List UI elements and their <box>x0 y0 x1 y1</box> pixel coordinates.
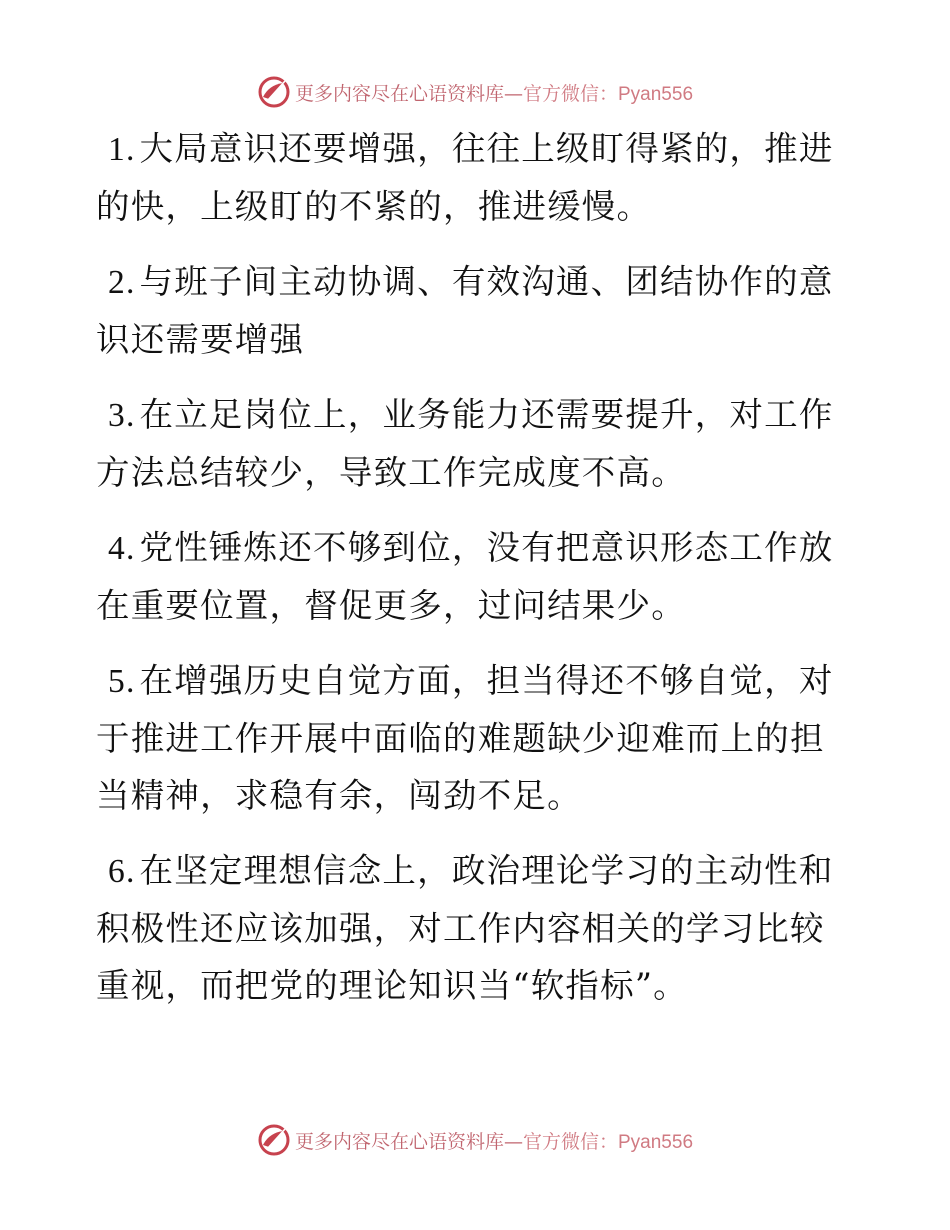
pen-logo-icon <box>257 1123 291 1157</box>
item-text: 大局意识还要增强，往往上级盯得紧的，推进的快，上级盯的不紧的，推进缓慢。 <box>96 129 834 226</box>
document-body <box>96 120 856 1032</box>
footer-banner <box>0 1120 950 1160</box>
item-text: 在立足岗位上，业务能力还需要提升，对工作方法总结较少，导致工作完成度不高。 <box>96 395 834 492</box>
list-item <box>96 652 856 824</box>
item-number: 6. <box>108 853 136 890</box>
item-text: 在增强历史自觉方面，担当得还不够自觉，对于推进工作开展中面临的难题缺少迎难而上的担当精神，求稳有余，闯劲不足。 <box>96 661 834 815</box>
banner-text <box>295 1127 693 1154</box>
item-text: 与班子间主动协调、有效沟通、团结协作的意识还需要增强 <box>96 262 834 359</box>
banner-handle: Pyan556 <box>618 1131 694 1153</box>
header-banner <box>0 72 950 112</box>
banner-text <box>295 79 693 106</box>
item-number: 5. <box>108 663 136 700</box>
banner-wechat-label: 官方微信： <box>522 1130 618 1153</box>
banner-main-text: 更多内容尽在心语资料库 <box>294 82 504 105</box>
item-number: 3. <box>108 397 136 434</box>
list-item <box>96 253 856 368</box>
list-item <box>96 842 856 1014</box>
banner-handle: Pyan556 <box>618 83 694 105</box>
item-number: 2. <box>108 264 136 301</box>
list-item <box>96 120 856 235</box>
banner-separator: — <box>503 82 523 105</box>
list-item <box>96 386 856 501</box>
banner-separator: — <box>503 1130 523 1153</box>
pen-logo-icon <box>257 75 291 109</box>
item-text: 在坚定理想信念上，政治理论学习的主动性和积极性还应该加强，对工作内容相关的学习比较重视，而把党的理论知识当“软指标”。 <box>96 851 834 1005</box>
banner-main-text: 更多内容尽在心语资料库 <box>294 1130 504 1153</box>
item-text: 党性锤炼还不够到位，没有把意识形态工作放在重要位置，督促更多，过问结果少。 <box>96 528 834 625</box>
list-item <box>96 519 856 634</box>
item-number: 4. <box>108 530 136 567</box>
banner-wechat-label: 官方微信： <box>522 82 618 105</box>
item-number: 1. <box>108 131 136 168</box>
